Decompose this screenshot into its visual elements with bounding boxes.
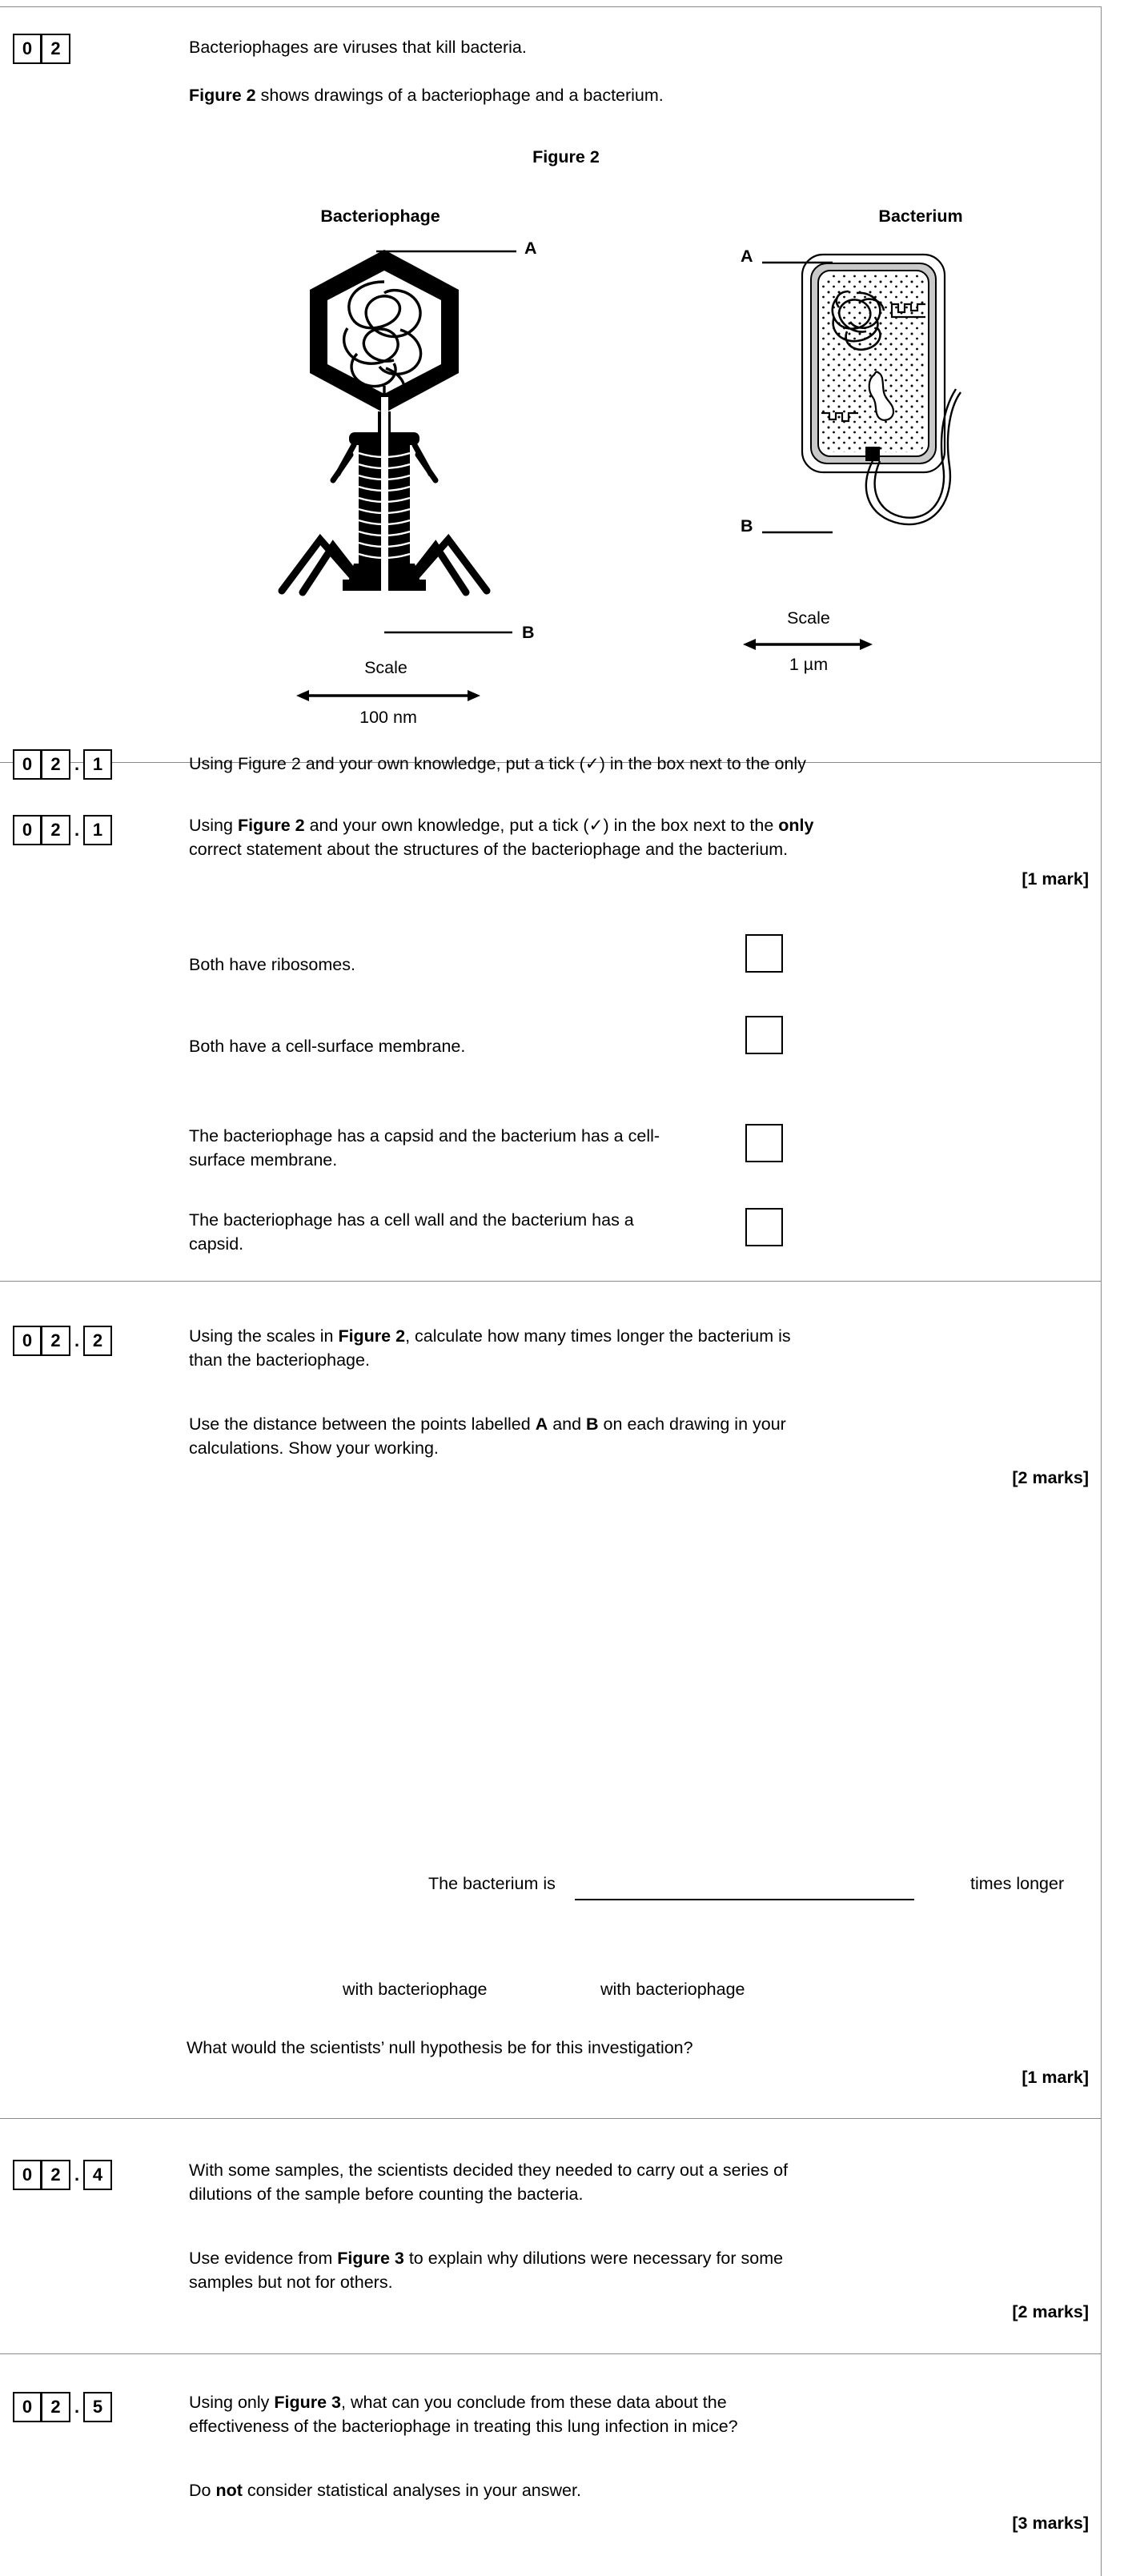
phage-scale-value: 100 nm <box>359 708 417 727</box>
q022-line1-b: , calculate how many times longer the bacterium is <box>405 1326 791 1346</box>
q022-line3-a: Use the distance between the points labelled <box>189 1414 536 1434</box>
q022-figure-ref: Figure 2 <box>338 1326 406 1346</box>
tick-box-2[interactable] <box>745 1016 783 1054</box>
question-number-02-4 <box>13 2160 112 2190</box>
bacterium-label-b-leader <box>762 524 834 540</box>
question-number-02-2 <box>13 1326 112 1356</box>
question-number-02-1 <box>13 815 112 845</box>
q025-digit-5: 5 <box>83 2392 112 2422</box>
phage-label-b: B <box>522 623 535 642</box>
bacterium-scale-word: Scale <box>787 608 830 628</box>
q024-dot: . <box>74 2165 80 2185</box>
bacteriophage-caption: Bacteriophage <box>320 207 440 226</box>
tick-box-4[interactable] <box>745 1208 783 1246</box>
bacteriophage-drawing <box>264 240 504 640</box>
q025-figure-ref: Figure 3 <box>274 2393 341 2412</box>
q021-line-2: correct statement about the structures of the bacteriophage and the bacterium. <box>189 840 789 859</box>
q024-digit-0: 0 <box>13 2160 42 2190</box>
phage-scale-bar <box>296 687 480 704</box>
statement-3-text: The bacteriophage has a capsid and the bacterium has a cell-surface membrane. <box>189 1126 660 1170</box>
bacterium-scale-value: 1 µm <box>789 655 829 674</box>
intro-line-2 <box>189 83 664 107</box>
q022-digit-2: 2 <box>42 1326 70 1356</box>
q021-digit-2: 2 <box>42 815 70 845</box>
bacterium-label-a: A <box>741 247 753 266</box>
q022-digit-0: 0 <box>13 1326 42 1356</box>
q024-digit-4: 4 <box>83 2160 112 2190</box>
q022-line-2: than the bacteriophage. <box>189 1350 370 1370</box>
q024-marks: [2 marks] <box>1012 2302 1089 2321</box>
q024-line-3 <box>189 2246 1086 2270</box>
bacterium-svg <box>785 248 1049 592</box>
clipped-digit-1: 1 <box>83 749 112 780</box>
q021-only-bold: only <box>778 816 814 835</box>
bacterium-label-a-leader <box>762 255 834 271</box>
q025-line-2: effectiveness of the bacteriophage in treating this lung infection in mice? <box>189 2417 738 2436</box>
q021-digit-1: 1 <box>83 815 112 845</box>
statement-4-text: The bacteriophage has a cell wall and the bacterium has a capsid. <box>189 1210 634 1254</box>
intro-line-2-rest: shows drawings of a bacteriophage and a bacterium. <box>255 86 664 105</box>
q025-dot: . <box>74 2397 80 2417</box>
section-border-right-5 <box>1101 2353 1102 2576</box>
qnum-digit-2: 2 <box>42 34 70 64</box>
q022-line-3 <box>189 1412 1086 1436</box>
q025-not-bold: not <box>215 2481 243 2500</box>
section-rule-after-q022 <box>0 2118 1102 2119</box>
intro-line-1: Bacteriophages are viruses that kill bacteria. <box>189 38 527 57</box>
q025-line-3 <box>189 2478 1086 2502</box>
q024-digit-2: 2 <box>42 2160 70 2190</box>
q022-answer-line[interactable] <box>575 1899 914 1900</box>
q022-line1-a: Using the scales in <box>189 1326 339 1346</box>
q022-answer-suffix: times longer <box>970 1874 1065 1893</box>
question-number-02 <box>13 34 70 64</box>
phage-label-a: A <box>524 239 537 258</box>
statement-2-text: Both have a cell-surface membrane. <box>189 1037 466 1056</box>
tick-box-3[interactable] <box>745 1124 783 1162</box>
section-border-right-3 <box>1101 1281 1102 2118</box>
clipped-dot: . <box>74 754 80 774</box>
q022-point-a: A <box>535 1414 548 1434</box>
q021-figure-ref: Figure 2 <box>237 816 305 835</box>
stray-label-right: with bacteriophage <box>600 1980 745 1999</box>
bacteriophage-svg <box>264 240 504 640</box>
clipped-row-artifact <box>0 754 1132 791</box>
question-number-02-5 <box>13 2392 112 2422</box>
section-border-right-4 <box>1101 2118 1102 2353</box>
q022-line-1 <box>189 1324 1086 1348</box>
q022-answer-prefix: The bacterium is <box>428 1874 556 1893</box>
q022-line-4: calculations. Show your working. <box>189 1438 439 1458</box>
clipped-question-number <box>13 749 112 780</box>
statement-1-text: Both have ribosomes. <box>189 955 355 974</box>
section-rule-after-q021 <box>0 1281 1102 1282</box>
q025-digit-2: 2 <box>42 2392 70 2422</box>
stray-label-left: with bacteriophage <box>343 1980 488 1999</box>
q024-line-1: With some samples, the scientists decided they needed to carry out a series of <box>189 2161 789 2180</box>
section-rule-after-q024 <box>0 2353 1102 2354</box>
clipped-text: Using Figure 2 and your own knowledge, put a tick (✓) in the box next to the only <box>189 754 806 773</box>
clipped-digit-0: 0 <box>13 749 42 780</box>
section-border-right-2 <box>1101 762 1102 1281</box>
q022-marks: [2 marks] <box>1012 1468 1089 1487</box>
clipped-digit-2: 2 <box>42 749 70 780</box>
tick-box-1[interactable] <box>745 934 783 973</box>
bacterium-scale-bar <box>743 636 873 653</box>
figure-title: Figure 2 <box>532 147 600 167</box>
flagellum-base <box>865 447 880 461</box>
phage-label-a-leader <box>376 237 536 261</box>
null-hypothesis-marks: [1 mark] <box>1022 2068 1089 2087</box>
q024-figure-ref: Figure 3 <box>337 2249 404 2268</box>
q022-digit-2b: 2 <box>83 1326 112 1356</box>
q025-digit-0: 0 <box>13 2392 42 2422</box>
q025-line1-b: , what can you conclude from these data about the <box>341 2393 727 2412</box>
q025-line-1 <box>189 2390 1086 2414</box>
q021-digit-0: 0 <box>13 815 42 845</box>
q022-line3-b: on each drawing in your <box>598 1414 786 1434</box>
figure-2-ref-bold: Figure 2 <box>189 86 256 105</box>
q021-marks: [1 mark] <box>1022 869 1089 889</box>
bacterium-label-b: B <box>741 516 753 536</box>
phage-scale-word: Scale <box>364 658 407 677</box>
q021-dot: . <box>74 820 80 840</box>
q021-line1-a: Using <box>189 816 238 835</box>
q024-line-2: dilutions of the sample before counting the bacteria. <box>189 2185 584 2204</box>
q025-line3-a: Do <box>189 2481 216 2500</box>
section-rule-top <box>0 6 1102 7</box>
q022-line3-mid: and <box>548 1414 587 1434</box>
phage-label-b-leader <box>384 624 528 640</box>
bacterium-drawing <box>785 248 1049 592</box>
null-hypothesis-question: What would the scientists’ null hypothesis be for this investigation? <box>187 2038 693 2057</box>
bacterium-caption: Bacterium <box>878 207 963 226</box>
q024-line-4: samples but not for others. <box>189 2273 393 2292</box>
q025-line3-b: consider statistical analyses in your answer. <box>242 2481 581 2500</box>
q025-line1-a: Using only <box>189 2393 275 2412</box>
q025-marks: [3 marks] <box>1012 2514 1089 2533</box>
q021-line-1 <box>189 813 1086 837</box>
q024-line3-a: Use evidence from <box>189 2249 338 2268</box>
q024-line3-b: to explain why dilutions were necessary for some <box>403 2249 784 2268</box>
q022-dot: . <box>74 1330 80 1350</box>
cytoplasm-ribosomes <box>822 275 925 452</box>
q022-point-b: B <box>586 1414 599 1434</box>
section-border-right-1 <box>1101 6 1102 762</box>
q021-line1-b: and your own knowledge, put a tick (✓) in the box next to the <box>304 816 779 835</box>
phage-axis-slot <box>381 397 388 594</box>
qnum-digit-0: 0 <box>13 34 42 64</box>
